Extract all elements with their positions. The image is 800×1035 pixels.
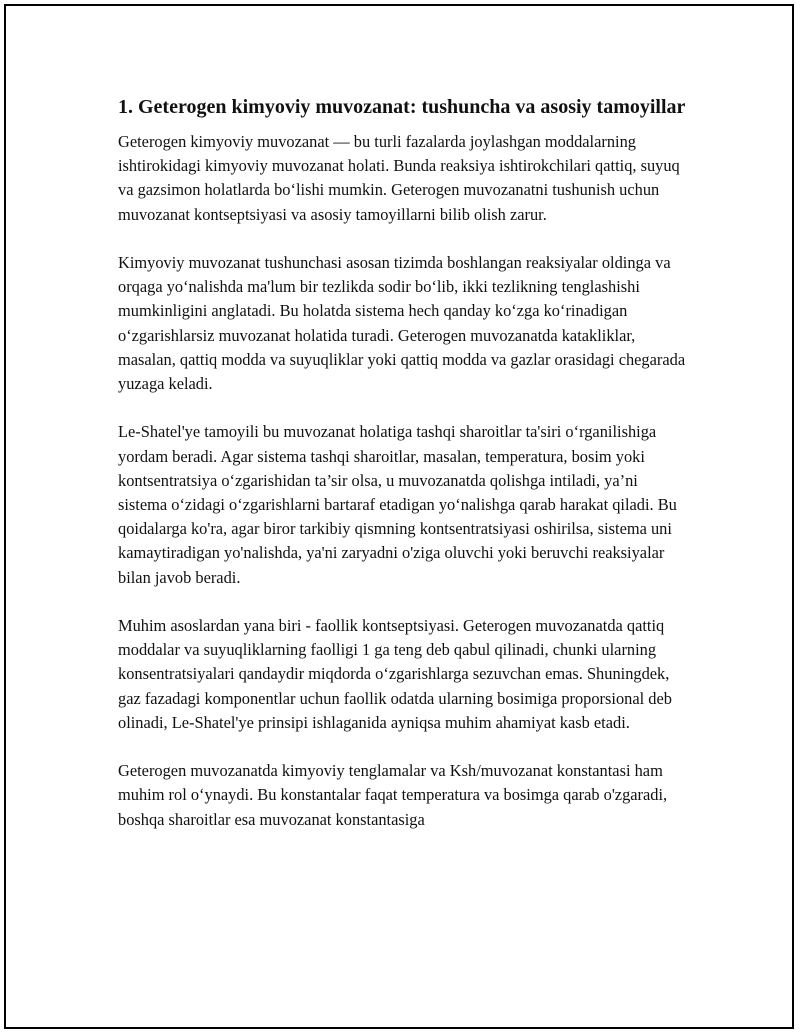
paragraph-5: Geterogen muvozanatda kimyoviy tenglamalar va Ksh/muvozanat konstantasi ham muhim rol o‘ynaydi. Bu konstantalar faqat temperatura va bosimga qarab o'zgaradi, boshqa sharoitlar esa muvozanat konstantasiga xyxy=(118,761,668,829)
paragraph-4: Muhim asoslardan yana biri - faollik kontseptsiyasi. Geterogen muvozanatda qattiq moddalar va suyuqliklarning faolligi 1 ga teng deb qabul qilinadi, chunki ularning konsentratsiyalari qandaydir miqdorda o‘zgarishlarga sezuvchan emas. Shuningdek, gaz fazadagi komponentlar uchun faollik odatda ularning bosimiga proporsional deb olinadi, Le-Shatel'ye prinsipi ishlaganida ayniqsa muhim ahamiyat kasb etadi. xyxy=(118,616,672,732)
paragraph-1: Geterogen kimyoviy muvozanat — bu turli fazalarda joylashgan moddalarning ishtirokidagi kimyoviy muvozanat holati. Bunda reaksiya ishtirokchilari qattiq, suyuq va gazsimon holatlarda bo‘lishi mumkin. Geterogen muvozanatni tushunish uchun muvozanat kontseptsiyasi va asosiy tamoyillarni bilib olish zarur. xyxy=(118,132,680,224)
section-heading: 1. Geterogen kimyoviy muvozanat: tushuncha va asosiy tamoyillar xyxy=(118,96,686,118)
paragraph-3: Le-Shatel'ye tamoyili bu muvozanat holatiga tashqi sharoitlar ta'siri o‘rganilishiga yordam beradi. Agar sistema tashqi sharoitlar, masalan, temperatura, bosim yoki kontsentratsiya o‘zgarishidan ta’sir olsa, u muvozanatda qolishga intiladi, ya’ni sistema o‘zidagi o‘zgarishlarni bartaraf etadigan yo‘nalishga qarab harakat qiladi. Bu qoidalarga ko'ra, agar biror tarkibiy qismning kontsentratsiyasi oshirilsa, sistema uni kamaytiradigan yo'nalishda, ya'ni zaryadni o'ziga oluvchi yoki beruvchi reaksiyalar bilan javob beradi. xyxy=(118,422,677,587)
document-body xyxy=(118,94,690,856)
paragraph-2: Kimyoviy muvozanat tushunchasi asosan tizimda boshlangan reaksiyalar oldinga va orqaga yo‘nalishda ma'lum bir tezlikda sodir bo‘lib, ikki tezlikning tenglashishi mumkinligini anglatadi. Bu holatda sistema hech qanday ko‘zga ko‘rinadigan o‘zgarishlarsiz muvozanat holatida turadi. Geterogen muvozanatda katakliklar, masalan, qattiq modda va suyuqliklar yoki qattiq modda va gazlar orasidagi chegarada yuzaga keladi. xyxy=(118,253,686,394)
